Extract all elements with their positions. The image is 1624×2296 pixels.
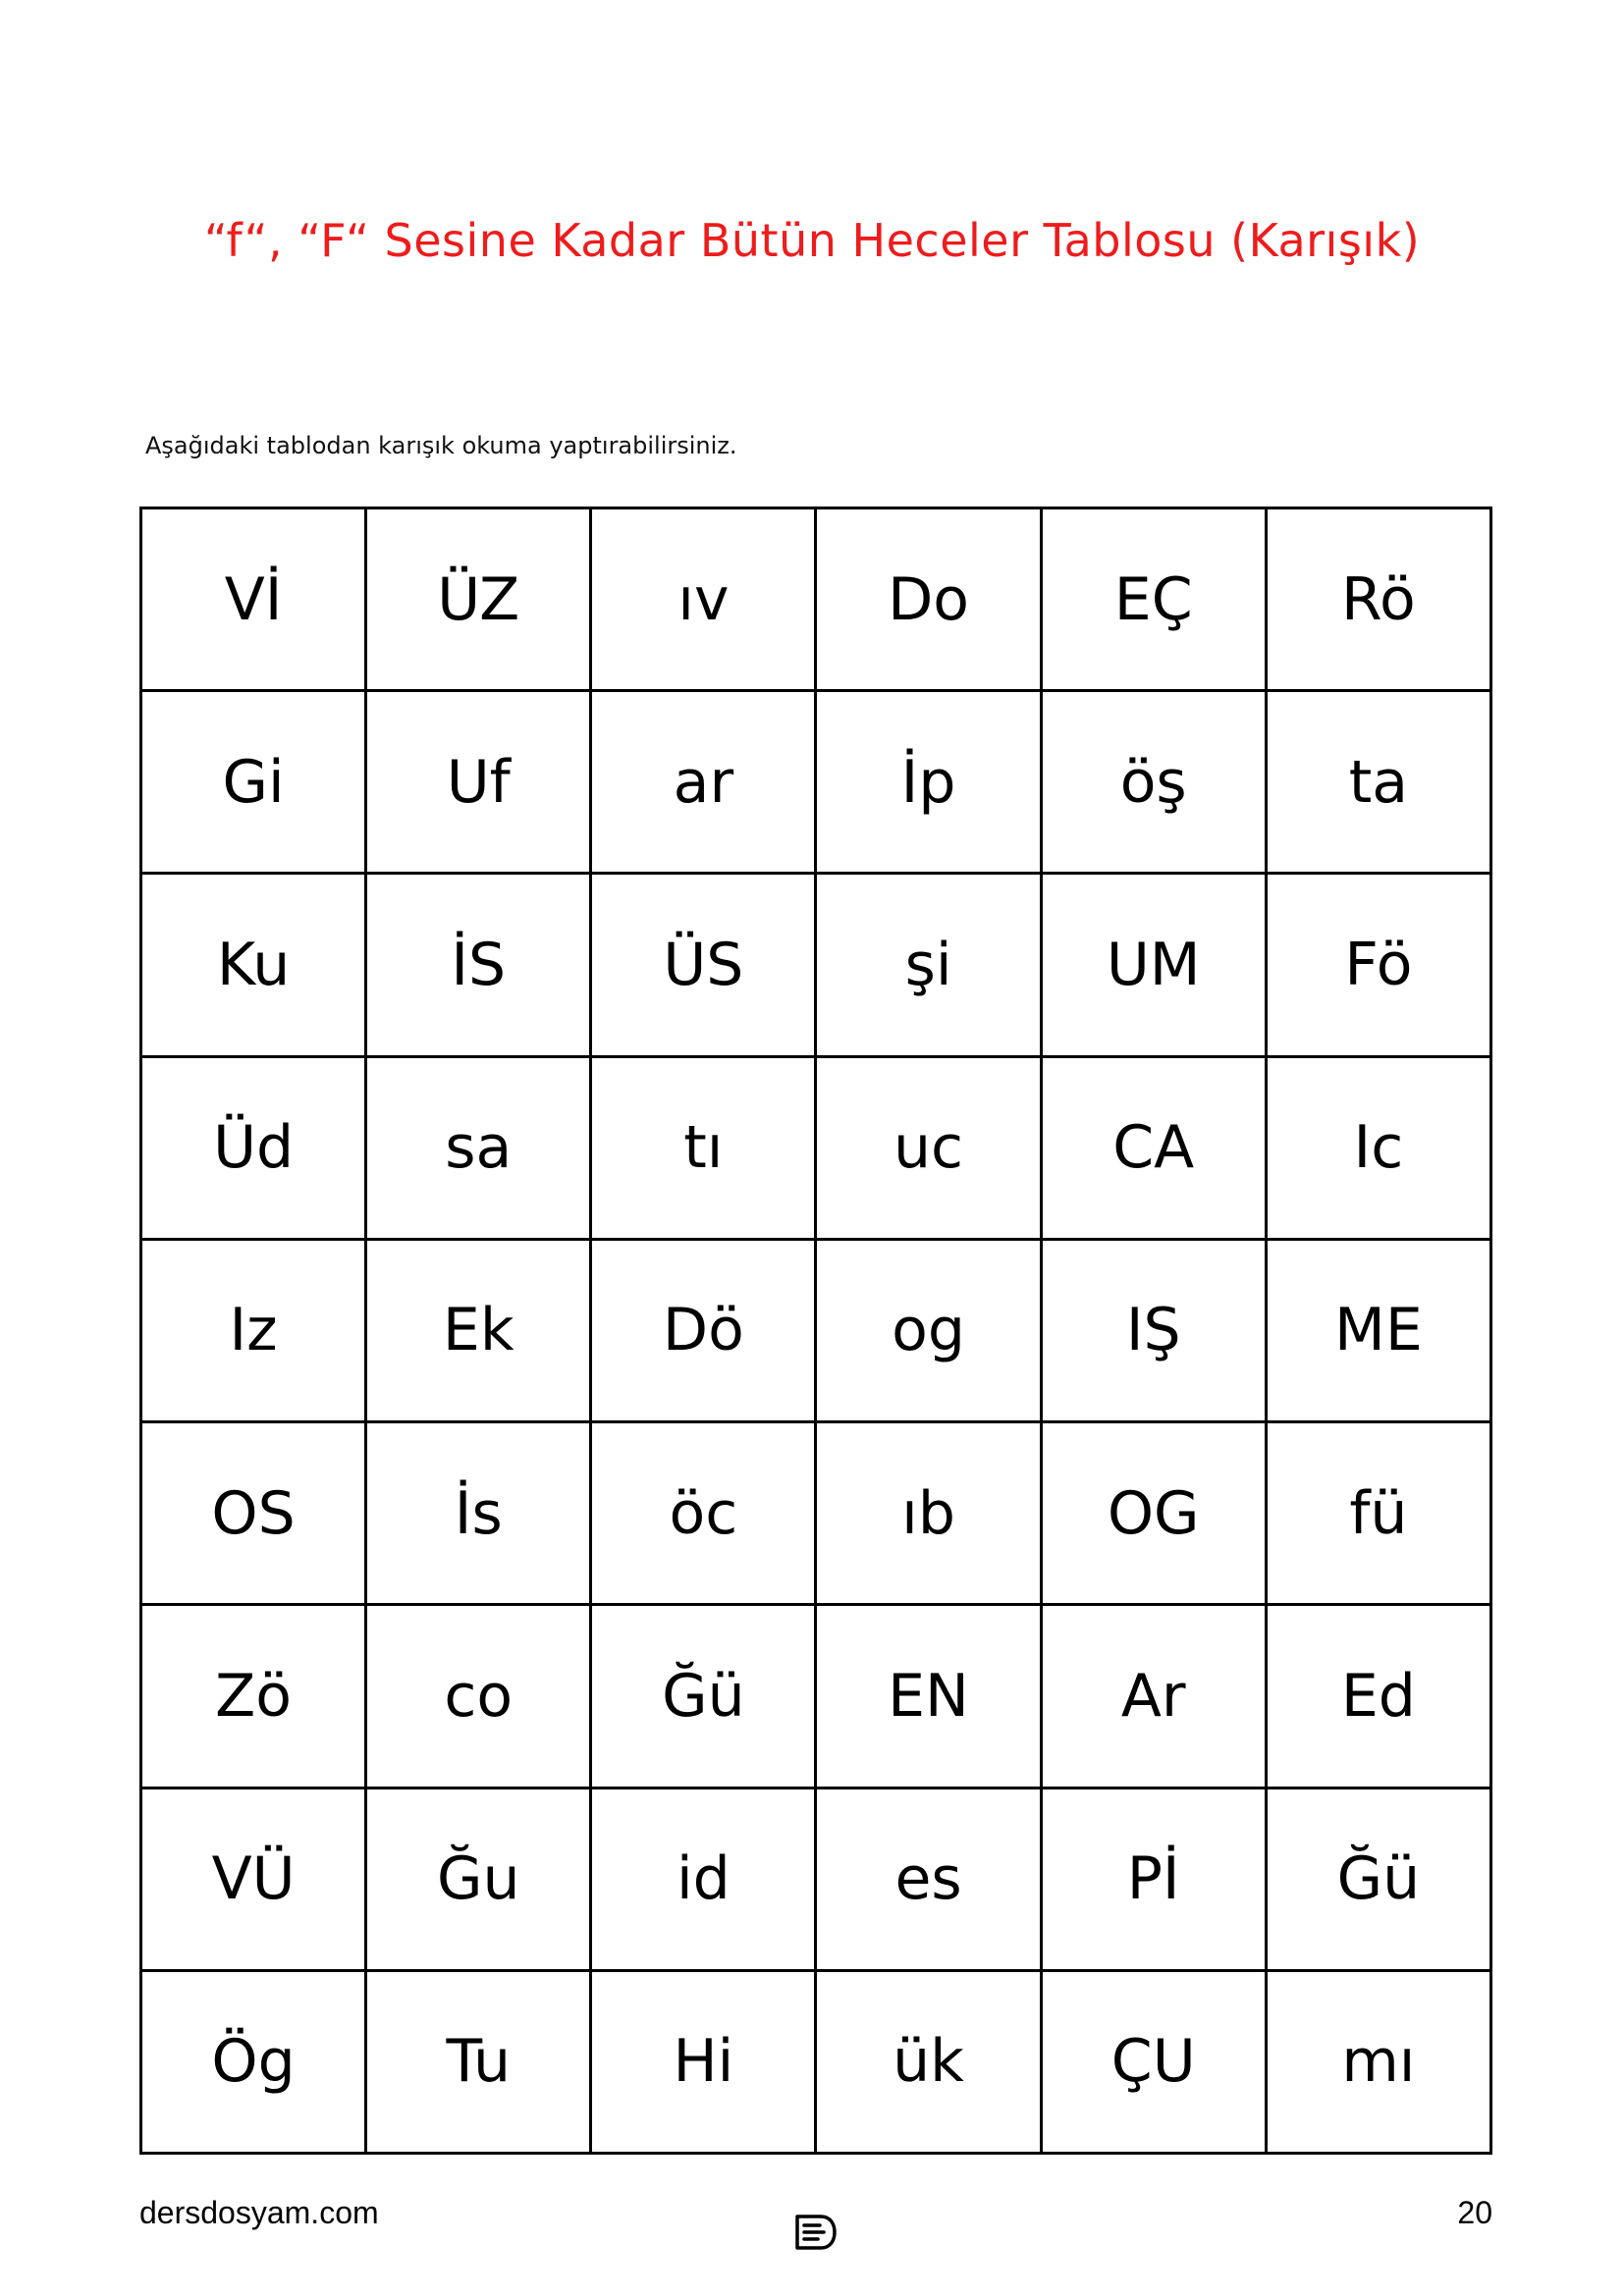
instruction-text: Aşağıdaki tablodan karışık okuma yaptırabilirsiniz. [145, 432, 737, 459]
table-row [141, 874, 1491, 1056]
syllable-cell: uc [816, 1056, 1041, 1239]
syllable-cell: İs [366, 1422, 591, 1605]
syllable-cell: OG [1041, 1422, 1266, 1605]
syllable-cell: id [591, 1788, 816, 1970]
syllable-cell: fü [1266, 1422, 1490, 1605]
page-number: 20 [1457, 2195, 1492, 2230]
syllable-cell: öş [1041, 691, 1266, 874]
syllable-cell: Hi [591, 1970, 816, 2153]
table-row [141, 1056, 1491, 1239]
syllable-cell: ÜZ [366, 508, 591, 691]
syllable-cell: Ic [1266, 1056, 1490, 1239]
syllable-cell: Vİ [141, 508, 366, 691]
syllable-cell: ar [591, 691, 816, 874]
table-row [141, 1970, 1491, 2153]
page-title: “f“, “F“ Sesine Kadar Bütün Heceler Tablosu (Karışık) [203, 214, 1421, 267]
syllable-cell: ıv [591, 508, 816, 691]
syllable-cell: ÇU [1041, 1970, 1266, 2153]
table-row [141, 1422, 1491, 1605]
syllable-table [139, 507, 1492, 2155]
syllable-cell: EN [816, 1605, 1041, 1788]
syllable-cell: ta [1266, 691, 1490, 874]
syllable-cell: ÜS [591, 874, 816, 1056]
syllable-cell: Uf [366, 691, 591, 874]
syllable-cell: Gi [141, 691, 366, 874]
syllable-cell: Ku [141, 874, 366, 1056]
syllable-cell: mı [1266, 1970, 1490, 2153]
syllable-cell: Ed [1266, 1605, 1490, 1788]
syllable-cell: VÜ [141, 1788, 366, 1970]
syllable-cell: CA [1041, 1056, 1266, 1239]
syllable-cell: Iz [141, 1239, 366, 1421]
document-lines-icon [793, 2213, 839, 2252]
table-row [141, 691, 1491, 874]
syllable-cell: şi [816, 874, 1041, 1056]
syllable-cell: OS [141, 1422, 366, 1605]
syllable-cell: UM [1041, 874, 1266, 1056]
syllable-cell: Dö [591, 1239, 816, 1421]
syllable-cell: İS [366, 874, 591, 1056]
syllable-cell: Rö [1266, 508, 1490, 691]
syllable-cell: Ğü [1266, 1788, 1490, 1970]
syllable-cell: Do [816, 508, 1041, 691]
syllable-cell: öc [591, 1422, 816, 1605]
syllable-cell: Pİ [1041, 1788, 1266, 1970]
table-row [141, 1605, 1491, 1788]
syllable-cell: EÇ [1041, 508, 1266, 691]
syllable-cell: Zö [141, 1605, 366, 1788]
syllable-cell: tı [591, 1056, 816, 1239]
syllable-cell: og [816, 1239, 1041, 1421]
syllable-cell: Üd [141, 1056, 366, 1239]
syllable-cell: ıb [816, 1422, 1041, 1605]
syllable-cell: Tu [366, 1970, 591, 2153]
syllable-cell: sa [366, 1056, 591, 1239]
table-row [141, 1788, 1491, 1970]
syllable-cell: ME [1266, 1239, 1490, 1421]
syllable-cell: co [366, 1605, 591, 1788]
syllable-cell: Fö [1266, 874, 1490, 1056]
table-row [141, 508, 1491, 691]
syllable-cell: Ar [1041, 1605, 1266, 1788]
syllable-cell: IŞ [1041, 1239, 1266, 1421]
syllable-cell: Ek [366, 1239, 591, 1421]
syllable-cell: Ğu [366, 1788, 591, 1970]
syllable-cell: Ög [141, 1970, 366, 2153]
syllable-cell: Ğü [591, 1605, 816, 1788]
syllable-cell: ük [816, 1970, 1041, 2153]
table-row [141, 1239, 1491, 1421]
syllable-cell: İp [816, 691, 1041, 874]
footer-site-link[interactable]: dersdosyam.com [139, 2195, 379, 2230]
syllable-cell: es [816, 1788, 1041, 1970]
